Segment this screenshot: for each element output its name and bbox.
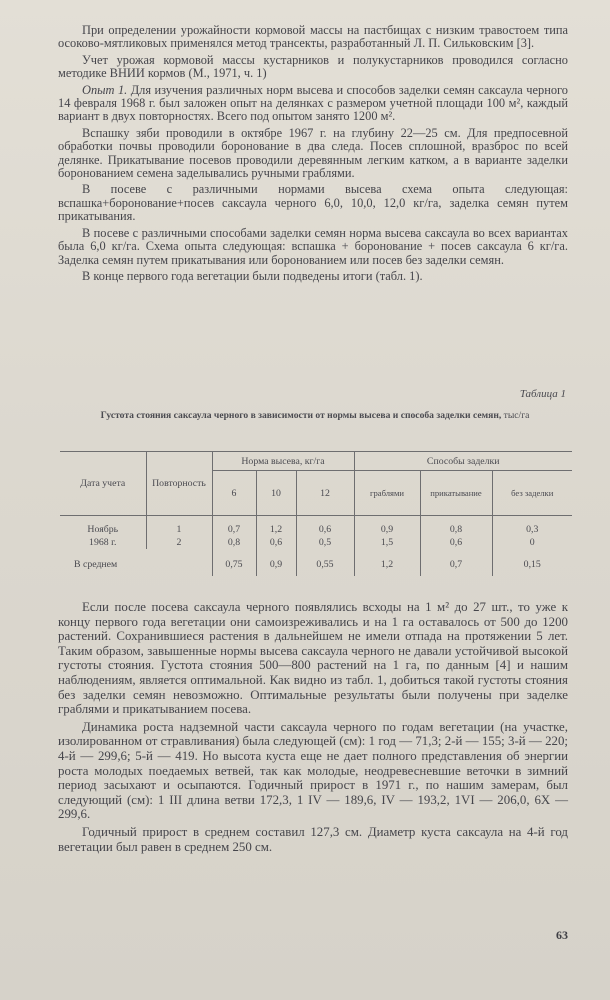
cell-value: 0,7 xyxy=(212,516,256,537)
cell-value: 0 xyxy=(492,537,572,550)
cell-value: 1,2 xyxy=(256,516,296,537)
cell-value: 1,5 xyxy=(354,537,420,550)
paragraph-methods-scheme: В посеве с различными способами заделки семян норма высева саксаула во всех вариантах была 6,0 кг/га. Схема опыта следующая: вспашка + боронование + посев саксаула 6 кг/га. Заделка семян путем прикатывания или боронованием или посев без заделки семян. xyxy=(58,225,568,267)
text-block-top xyxy=(58,24,568,283)
table-title-text: Густота стояния саксаула черного в зависимости от нормы высева и способа заделки семян, xyxy=(100,410,502,421)
header-rate-10: 10 xyxy=(256,471,296,516)
cell-value: 0,8 xyxy=(212,537,256,550)
cell-value: 0,6 xyxy=(420,537,492,550)
paragraph-plowing: Вспашку зяби проводили в октябре 1967 г. на глубину 22—25 см. Для предпосевной обработки почвы проводили боронование в два следа. Посев сплошной, вразброс по всей делянке. Прикатывание посевов проводили деревянным легким катком, а в варианте заделки боронованием семена заделывались ручными граблями. xyxy=(58,125,568,181)
date-line-1: Ноябрь xyxy=(87,524,119,535)
cell-value: 1,2 xyxy=(354,549,420,576)
header-date: Дата учета xyxy=(60,452,146,516)
header-method-group: Способы заделки xyxy=(354,452,572,471)
paragraph-seedlings: Если после посева саксаула черного появлялись всходы на 1 м² до 27 шт., то уже к концу первого года вегетации они самоизреживались и на 1 га оставалось от 500 до 1200 растений. Сохранившиеся растения в дальнейшем не имели отпада на протяжении 5 лет. Таким образом, завышенные нормы высева саксаула черного не давали устойчивой высокой густоты стояния. Густота стояния 500—800 растений на 1 га, по данным [4] и нашим наблюдениям, является оптимальной. Как видно из табл. 1, добиться такой густоты стояния без заделки семян невозможно. Оптимальные результаты были получены при заделке граблями и прикатыванием посева. xyxy=(58,600,568,717)
cell-value: 0,15 xyxy=(492,549,572,576)
paragraph-growth-dynamics: Динамика роста надземной части саксаула черного по годам вегетации (на участке, изолированном от стравливания) была следующей (см): 1 год — 71,3; 2-й — 155; 3-й — 220; 4-й — 299,6; 5-й — 419. Но высота куста еще не дает полного представления об энергии роста молодых поедаемых ветвей, так как молодые, неодревесневшие веточки в зимний период засыхают и осыпаются. Годичный прирост в 1971 г., по нашим замерам, был следующий (см): 1 III длина ветви 172,3, 1 IV — 189,6, IV — 193,2, 1VI — 206,0, 6X — 299,6. xyxy=(58,719,568,822)
paragraph-accounting: Учет урожая кормовой массы кустарников и полукустарников проводился согласно методике ВНИИ кормов (М., 1971, ч. 1) xyxy=(58,52,568,81)
cell-value: 0,9 xyxy=(354,516,420,537)
average-label: В среднем xyxy=(74,559,118,571)
paragraph-annual-growth: Годичный прирост в среднем составил 127,3 см. Диаметр куста саксаула на 4-й год вегетации был равен в среднем 250 см. xyxy=(58,824,568,854)
table-title xyxy=(60,410,570,422)
paragraph-method: При определении урожайности кормовой массы на пастбищах с низким травостоем типа осоково-мятликовых применялся метод трансекты, разработанный Л. П. Сильковским [3]. xyxy=(58,23,568,51)
cell-value: 0,7 xyxy=(420,549,492,576)
cell-value: 0,6 xyxy=(296,516,354,537)
cell-rep: 1 xyxy=(146,516,212,537)
header-method-rolling: прикатывание xyxy=(420,471,492,516)
cell-value: 0,8 xyxy=(420,516,492,537)
cell-value: 0,9 xyxy=(256,549,296,576)
paragraph-rates-scheme: В посеве с различными нормами высева схема опыта следующая: вспашка+боронование+посев саксаула черного 6,0, 10,0, 12,0 кг/га, заделка семян путем прикатывания. xyxy=(58,182,568,224)
paragraph-results-intro: В конце первого года вегетации были подведены итоги (табл. 1). xyxy=(82,268,423,283)
cell-value: 0,75 xyxy=(212,549,256,576)
header-method-rake: граблями xyxy=(354,471,420,516)
header-rate-group: Норма высева, кг/га xyxy=(212,452,354,471)
text-block-bottom xyxy=(58,600,568,854)
cell-value: 0,6 xyxy=(256,537,296,550)
paragraph-experiment xyxy=(58,84,568,124)
table-title-unit: тыс/га xyxy=(503,410,530,421)
page-number: 63 xyxy=(556,928,568,942)
date-line-2: 1968 г. xyxy=(89,536,117,548)
table-row xyxy=(60,516,572,537)
cell-value: 0,55 xyxy=(296,549,354,576)
cell-value: 0,3 xyxy=(492,516,572,537)
experiment-text: Для изучения различных норм высева и способов заделки семян саксаула черного 14 февраля 1968 г. был заложен опыт на делянках с размером учетной площади 100 м², каждый вариант в двух повторностях. Всего под опытом занято 1200 м². xyxy=(58,82,568,124)
cell-value: 0,5 xyxy=(296,537,354,550)
header-rate-12: 12 xyxy=(296,471,354,516)
table-row xyxy=(60,537,572,550)
header-method-none: без заделки xyxy=(492,471,572,516)
table-row-average xyxy=(60,549,572,576)
cell-rep: 2 xyxy=(146,537,212,550)
table-label: Таблица 1 xyxy=(519,388,566,400)
header-rate-6: 6 xyxy=(212,471,256,516)
density-table xyxy=(60,451,572,576)
header-repeat: Повторность xyxy=(146,452,212,516)
experiment-label: Опыт 1. xyxy=(82,82,128,97)
